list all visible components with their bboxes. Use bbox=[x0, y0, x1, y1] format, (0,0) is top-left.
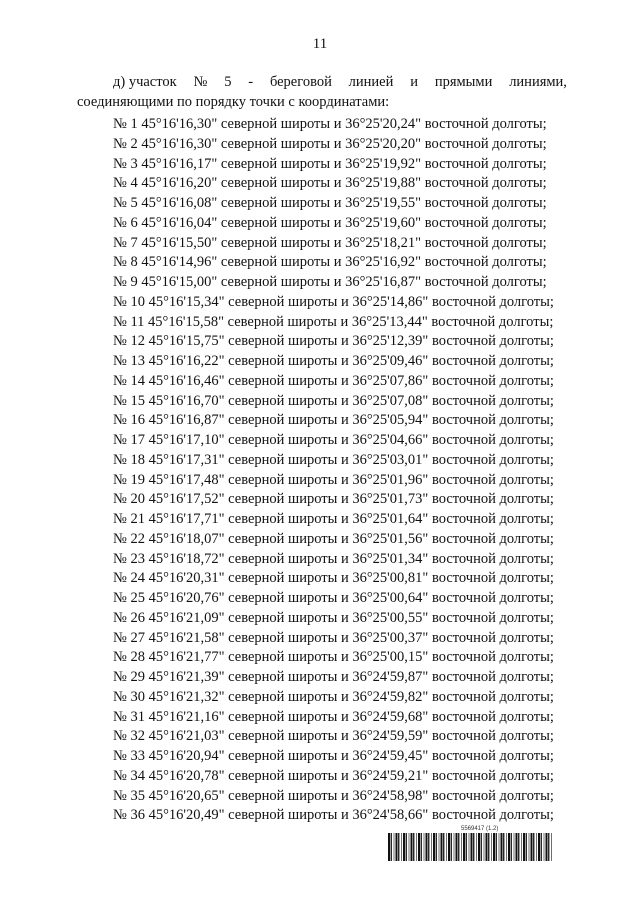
intro-second-line: соединяющими по порядку точки с координатами: bbox=[77, 94, 390, 110]
barcode-bar bbox=[486, 833, 488, 861]
coordinate-point: № 4 45°16'16,20" северной широты и 36°25'19,88" восточной долготы; bbox=[113, 175, 547, 192]
barcode-bar bbox=[503, 833, 504, 861]
barcode-bar bbox=[426, 833, 428, 861]
coordinate-point: № 6 45°16'16,04" северной широты и 36°25'19,60" восточной долготы; bbox=[113, 214, 547, 231]
barcode bbox=[388, 833, 552, 861]
barcode-bar bbox=[544, 833, 545, 861]
coordinate-point: № 10 45°16'15,34" северной широты и 36°25'14,86" восточной долготы; bbox=[113, 293, 554, 310]
coordinate-point: № 34 45°16'20,78" северной широты и 36°24'59,21" восточной долготы; bbox=[113, 767, 554, 784]
intro-word: 5 bbox=[224, 74, 232, 90]
intro-word: и bbox=[410, 74, 418, 90]
barcode-bar bbox=[466, 833, 467, 861]
barcode-bar bbox=[463, 833, 465, 861]
barcode-bar bbox=[551, 833, 552, 861]
barcode-bar bbox=[409, 833, 410, 861]
coordinate-point: № 35 45°16'20,65" северной широты и 36°24'58,98" восточной долготы; bbox=[113, 787, 554, 804]
barcode-bar bbox=[391, 833, 392, 861]
barcode-bar bbox=[433, 833, 435, 861]
barcode-bar bbox=[446, 833, 447, 861]
barcode-bar bbox=[546, 833, 548, 861]
barcode-bar bbox=[521, 833, 522, 861]
coordinate-point: № 5 45°16'16,08" северной широты и 36°25'19,55" восточной долготы; bbox=[113, 195, 547, 211]
barcode-bar bbox=[533, 833, 534, 861]
barcode-bar bbox=[476, 833, 477, 861]
coordinate-point: № 25 45°16'20,76" северной широты и 36°25'00,64" восточной долготы; bbox=[113, 590, 554, 606]
barcode-bar bbox=[496, 833, 497, 861]
coordinate-point: № 26 45°16'21,09" северной широты и 36°25'00,55" восточной долготы; bbox=[113, 609, 554, 626]
coordinate-point: № 1 45°16'16,30" северной широты и 36°25'20,24" восточной долготы; bbox=[113, 116, 547, 132]
barcode-bar bbox=[398, 833, 399, 861]
intro-word: линией bbox=[348, 74, 394, 90]
coordinate-point: № 17 45°16'17,10" северной широты и 36°25'04,66" восточной долготы; bbox=[113, 432, 554, 448]
barcode-bar bbox=[506, 833, 507, 861]
barcode-bar bbox=[443, 833, 444, 861]
barcode-bar bbox=[461, 833, 462, 861]
barcode-bar bbox=[411, 833, 413, 861]
barcode-bar bbox=[413, 833, 414, 861]
barcode-bar bbox=[536, 833, 537, 861]
coordinate-point: № 28 45°16'21,77" северной широты и 36°25'00,15" восточной долготы; bbox=[113, 649, 554, 666]
coordinate-point: № 18 45°16'17,31" северной широты и 36°25'03,01" восточной долготы; bbox=[113, 451, 554, 468]
barcode-bar bbox=[401, 833, 402, 861]
coordinate-point: № 36 45°16'20,49" северной широты и 36°24'58,66" восточной долготы; bbox=[113, 807, 554, 824]
barcode-bar bbox=[538, 833, 540, 861]
barcode-bar bbox=[396, 833, 398, 861]
barcode-bar bbox=[441, 833, 443, 861]
coordinate-point: № 32 45°16'21,03" северной широты и 36°24'59,59" восточной долготы; bbox=[113, 728, 554, 745]
barcode-bar bbox=[458, 833, 459, 861]
coordinate-point: № 16 45°16'16,87" северной широты и 36°25'05,94" восточной долготы; bbox=[113, 412, 554, 429]
barcode-bar bbox=[394, 833, 395, 861]
barcode-bar bbox=[388, 833, 390, 861]
barcode-bar bbox=[508, 833, 510, 861]
barcode-bar bbox=[436, 833, 437, 861]
intro-word: д) участок bbox=[113, 74, 177, 90]
barcode-bar bbox=[448, 833, 450, 861]
barcode-bar bbox=[511, 833, 512, 861]
coordinate-point: № 20 45°16'17,52" северной широты и 36°25'01,73" восточной долготы; bbox=[113, 491, 554, 508]
coordinate-point: № 27 45°16'21,58" северной широты и 36°25'00,37" восточной долготы; bbox=[113, 629, 554, 646]
barcode-bar bbox=[548, 833, 549, 861]
barcode-bar bbox=[421, 833, 422, 861]
section-intro bbox=[77, 72, 567, 112]
barcode-bar bbox=[531, 833, 533, 861]
barcode-bar bbox=[454, 833, 455, 861]
document-code: 5569417 (1.2) bbox=[461, 826, 499, 832]
barcode-bar bbox=[451, 833, 452, 861]
coordinate-point: № 24 45°16'20,31" северной широты и 36°25'00,81" восточной долготы; bbox=[113, 570, 554, 587]
barcode-bar bbox=[484, 833, 485, 861]
barcode-bar bbox=[478, 833, 480, 861]
barcode-bar bbox=[523, 833, 525, 861]
barcode-bar bbox=[529, 833, 530, 861]
coordinate-point: № 22 45°16'18,07" северной широты и 36°25'01,56" восточной долготы; bbox=[113, 530, 554, 547]
barcode-bar bbox=[471, 833, 473, 861]
barcode-bar bbox=[469, 833, 470, 861]
barcode-bar bbox=[481, 833, 482, 861]
barcode-bar bbox=[501, 833, 503, 861]
coordinate-point: № 31 45°16'21,16" северной широты и 36°24'59,68" восточной долготы; bbox=[113, 708, 554, 725]
intro-first-line bbox=[77, 72, 567, 92]
coordinate-point: № 7 45°16'15,50" северной широты и 36°25'18,21" восточной долготы; bbox=[113, 234, 547, 251]
barcode-bar bbox=[406, 833, 407, 861]
barcode-bar bbox=[514, 833, 515, 861]
page-number: 11 bbox=[312, 36, 328, 52]
coordinate-point: № 19 45°16'17,48" северной широты и 36°25'01,96" восточной долготы; bbox=[113, 471, 554, 488]
intro-word: линиями, bbox=[509, 74, 567, 90]
coordinate-point: № 29 45°16'21,39" северной широты и 36°24'59,87" восточной долготы; bbox=[113, 669, 554, 685]
barcode-bar bbox=[493, 833, 495, 861]
intro-word: прямыми bbox=[434, 74, 493, 90]
barcode-bar bbox=[424, 833, 425, 861]
barcode-bar bbox=[403, 833, 405, 861]
barcode-bar bbox=[428, 833, 429, 861]
coordinate-point: № 15 45°16'16,70" северной широты и 36°25'07,08" восточной долготы; bbox=[113, 392, 554, 409]
coordinate-point: № 2 45°16'16,30" северной широты и 36°25'20,20" восточной долготы; bbox=[113, 135, 547, 152]
barcode-bar bbox=[456, 833, 458, 861]
coordinate-point: № 23 45°16'18,72" северной широты и 36°25'01,34" восточной долготы; bbox=[113, 550, 554, 567]
barcode-bar bbox=[499, 833, 500, 861]
barcode-bar bbox=[473, 833, 474, 861]
barcode-bar bbox=[418, 833, 420, 861]
coordinate-point: № 33 45°16'20,94" северной широты и 36°24'59,45" восточной долготы; bbox=[113, 748, 554, 764]
coordinate-point: № 9 45°16'15,00" северной широты и 36°25'16,87" восточной долготы; bbox=[113, 274, 547, 290]
barcode-bar bbox=[526, 833, 527, 861]
coordinate-point: № 30 45°16'21,32" северной широты и 36°24'59,82" восточной долготы; bbox=[113, 688, 554, 705]
intro-word: береговой bbox=[269, 74, 332, 90]
coordinate-points-list bbox=[113, 115, 553, 826]
coordinate-point: № 3 45°16'16,17" северной широты и 36°25'19,92" восточной долготы; bbox=[113, 155, 547, 172]
barcode-bar bbox=[439, 833, 440, 861]
coordinate-point: № 13 45°16'16,22" северной широты и 36°25'09,46" восточной долготы; bbox=[113, 353, 554, 369]
barcode-bar bbox=[516, 833, 518, 861]
coordinate-point: № 21 45°16'17,71" северной широты и 36°25'01,64" восточной долготы; bbox=[113, 511, 554, 527]
coordinate-point: № 8 45°16'14,96" северной широты и 36°25'16,92" восточной долготы; bbox=[113, 254, 547, 271]
coordinate-point: № 11 45°16'15,58" северной широты и 36°25'13,44" восточной долготы; bbox=[113, 313, 554, 330]
barcode-bar bbox=[541, 833, 542, 861]
barcode-bar bbox=[491, 833, 492, 861]
barcode-bar bbox=[431, 833, 432, 861]
intro-word: - bbox=[248, 74, 254, 90]
coordinate-point: № 12 45°16'15,75" северной широты и 36°25'12,39" восточной долготы; bbox=[113, 333, 554, 350]
barcode-bar bbox=[488, 833, 489, 861]
intro-word: № bbox=[193, 74, 208, 90]
barcode-bar bbox=[416, 833, 417, 861]
barcode-bar bbox=[518, 833, 519, 861]
coordinate-point: № 14 45°16'16,46" северной широты и 36°25'07,86" восточной долготы; bbox=[113, 372, 554, 389]
